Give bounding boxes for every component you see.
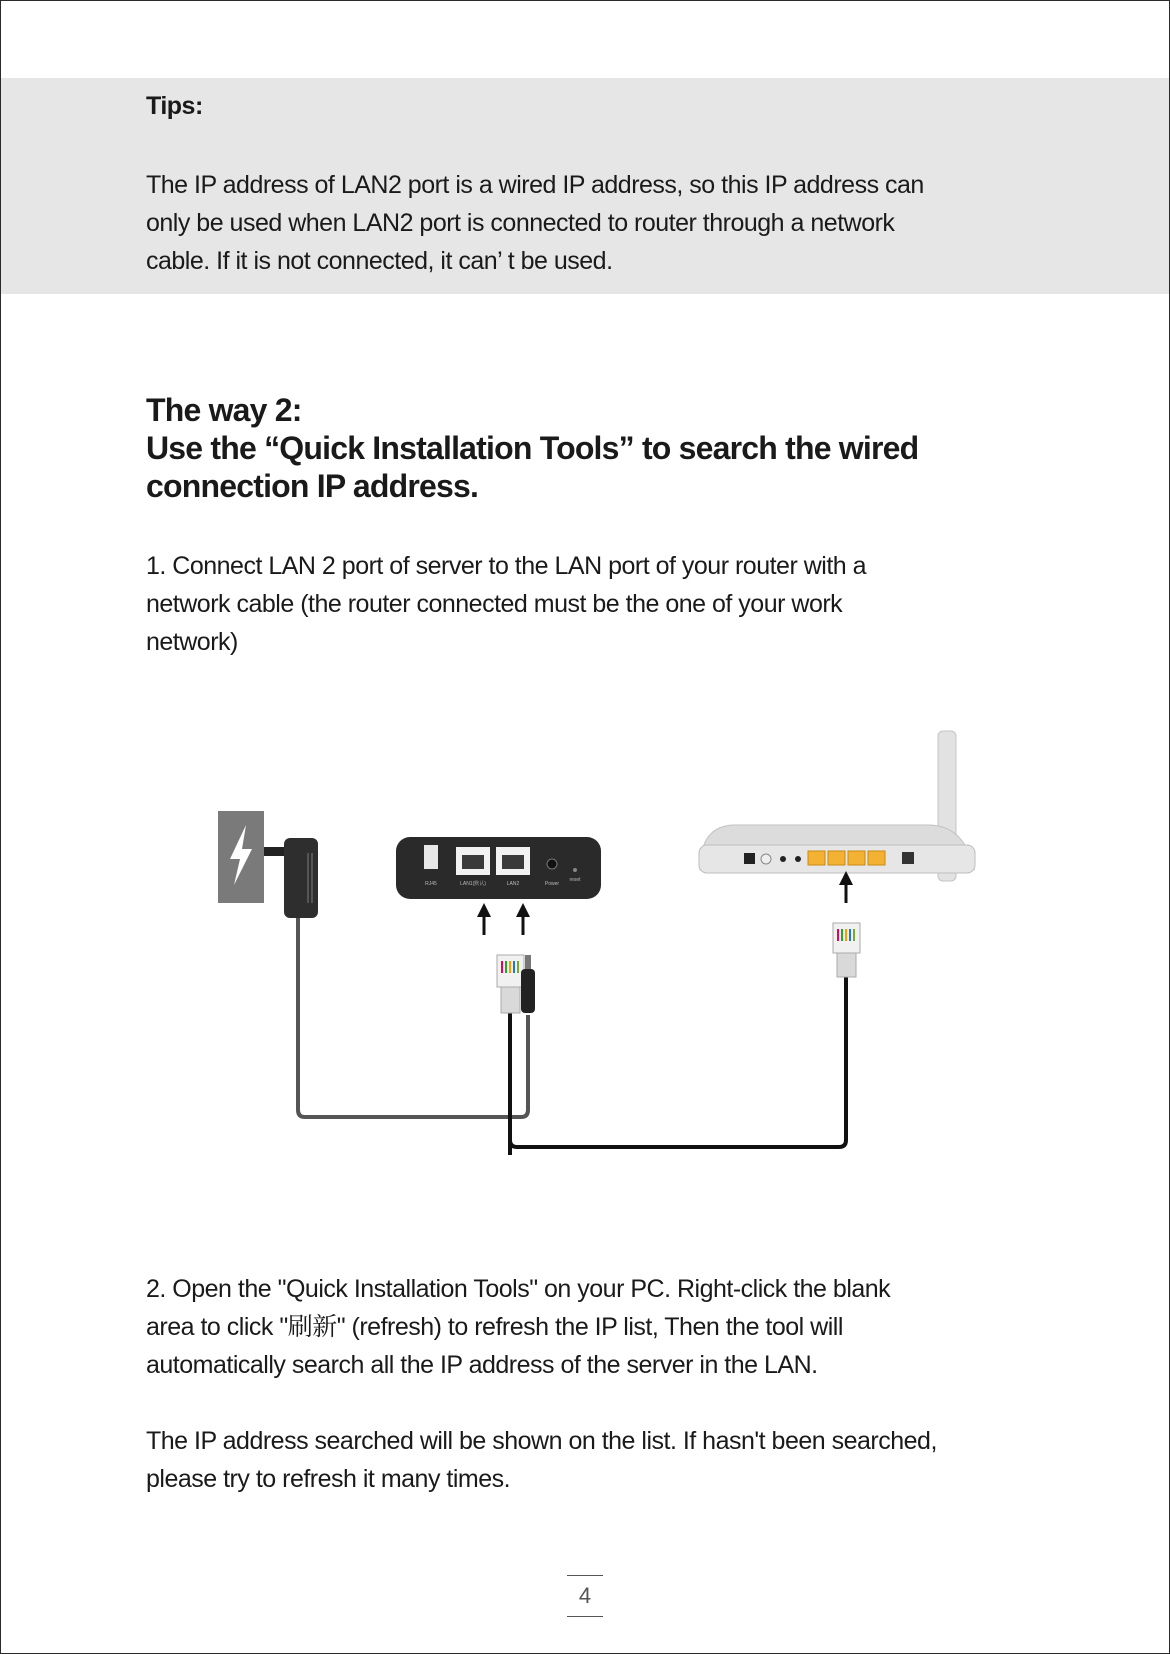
lan2-port-inner [502,855,524,869]
port-label-lan1: LAN1(默认) [460,881,486,887]
reset-hole [573,868,577,872]
port-label-rj45: RJ45 [425,881,437,887]
lan1-port-inner [462,855,484,869]
step-2-line: area to click "刷新" (refresh) to refresh the IP list, Then the tool will [146,1313,843,1341]
connection-diagram [200,725,1020,1155]
tips-title: Tips: [146,92,203,120]
refresh-note [146,1422,1046,1498]
port-label-power: Power [544,881,560,887]
router-button [761,854,771,864]
heading-line: connection IP address. [146,468,479,504]
section-heading [146,391,1046,505]
arrow-up-icon [516,903,530,935]
step-1-text [146,547,1046,661]
router-wan-port [902,852,914,864]
rj45-plug-icon [497,955,524,1013]
power-cable [298,918,528,1117]
tips-line: cable. If it is not connected, it can’ t be used. [146,247,613,275]
arrow-up-icon [839,871,853,903]
port-label-reset: reset [569,877,581,883]
note-line: The IP address searched will be shown on the list. If hasn't been searched, [146,1427,937,1455]
step-2-line: 2. Open the "Quick Installation Tools" on your PC. Right-click the blank [146,1275,891,1303]
router-led [795,856,801,862]
arrow-up-icon [477,903,491,935]
tips-body [146,166,1026,280]
page-number: 4 [567,1575,603,1617]
power-jack [547,859,557,869]
step-2-text [146,1270,1046,1384]
tips-line: only be used when LAN2 port is connected to router through a network [146,209,895,237]
power-adapter-prong [264,847,286,856]
rj45-plug-icon [833,923,860,977]
step-1-line: 1. Connect LAN 2 port of server to the LAN port of your router with a [146,552,867,580]
tips-line: The IP address of LAN2 port is a wired IP address, so this IP address can [146,171,924,199]
heading-line: Use the “Quick Installation Tools” to search the wired [146,430,919,466]
router-reset [780,856,786,862]
heading-line: The way 2: [146,392,302,428]
step-1-line: network cable (the router connected must be the one of your work [146,590,843,618]
usb-port [424,845,438,869]
port-label-lan2: LAN2 [506,881,520,887]
step-1-line: network) [146,628,238,656]
step-2-line: automatically search all the IP address of the server in the LAN. [146,1351,818,1379]
network-cable [510,977,846,1155]
router-power-port [744,853,755,864]
note-line: please try to refresh it many times. [146,1465,511,1493]
